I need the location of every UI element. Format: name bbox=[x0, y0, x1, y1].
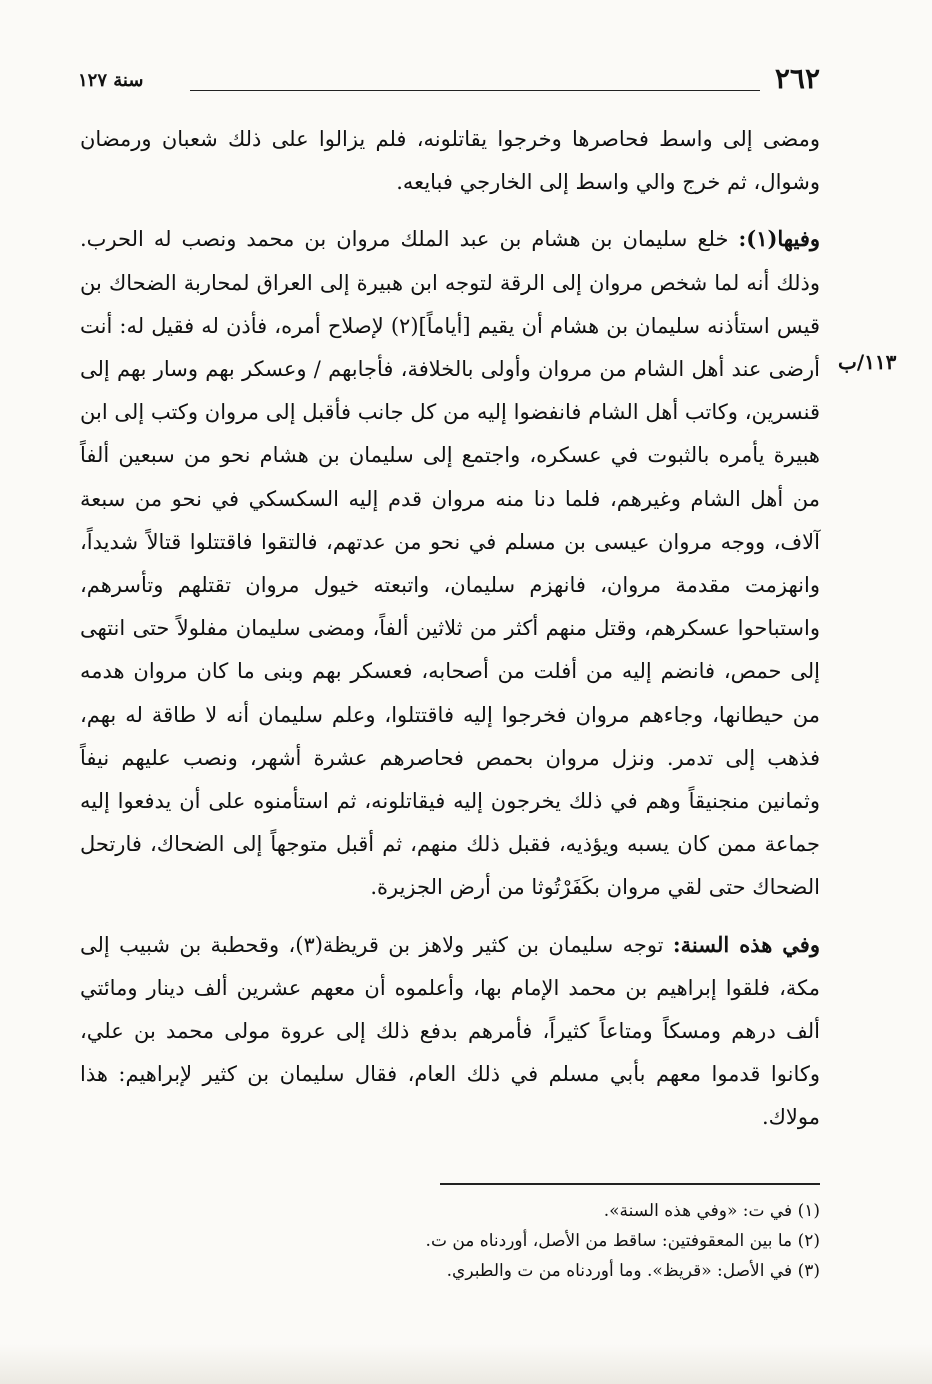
paragraph bbox=[80, 923, 820, 1140]
footnote-rule bbox=[440, 1183, 820, 1185]
paragraph-lead: وفيها(١): bbox=[738, 226, 820, 252]
manuscript-folio-note: ١١٣/ب bbox=[838, 350, 897, 374]
main-text bbox=[80, 118, 820, 1153]
paragraph-text: توجه سليمان بن كثير ولاهز بن قريظة(٣)، وقحطبة بن شبيب إلى مكة، فلقوا إبراهيم بن محمد الإمام بها، وأعلموه أن معهم عشرين ألف دينار ومائتي ألف درهم ومسكاً ومتاعاً كثيراً، فأمرهم بدفع ذلك إلى عروة مولى محمد بن علي، وكانوا قدموا معهم بأبي مسلم في ذلك العام، فقال سليمان بن كثير لإبراهيم: هذا مولاك. bbox=[80, 932, 820, 1130]
paragraph-text: ومضى إلى واسط فحاصرها وخرجوا يقاتلونه، فلم يزالوا على ذلك شعبان ورمضان وشوال، ثم خرج والي واسط إلى الخارجي فبايعه. bbox=[80, 127, 820, 195]
page-number: ٢٦٢ bbox=[774, 62, 820, 95]
paragraph bbox=[80, 118, 820, 204]
paragraph-text: خلع سليمان بن هشام بن عبد الملك مروان بن محمد ونصب له الحرب. وذلك أنه لما شخص مروان إلى الرقة لتوجه ابن هبيرة إلى العراق لمحاربة الضحاك بن قيس استأذنه سليمان بن هشام أن يقيم [أياماً](٢) لإصلاح أمره، فأذن له فقيل له: أنت أرضى عند أهل الشام من مروان وأولى بالخلافة، فأجابهم / وعسكر بهم وسار بهم إلى قنسرين، وكاتب أهل الشام فانفضوا إليه من كل جانب فأقبل إلى مروان وكتب إلى ابن هبيرة يأمره بالثبوت في عسكره، واجتمع إلى سليمان بن هشام نحو من سبعين ألفاً من أهل الشام وغيرهم، فلما دنا منه مروان قدم إليه السكسكي في نحو من سبعة آلاف، ووجه مروان عيسى بن مسلم في نحو من عدتهم، فالتقوا فاقتتلوا قتالاً شديداً، وانهزمت مقدمة مروان، فانهزم سليمان، واتبعته خيول مروان تقتلهم وتأسرهم، واستباحوا عسكرهم، وقتل منهم أكثر من ثلاثين ألفاً، ومضى سليمان مفلولاً حتى انتهى إلى حمص، فانضم إليه من أفلت من أصحابه، فعسكر بهم وبنى ما كان مروان هدمه من حيطانها، وجاءهم مروان فخرجوا إليه فاقتتلوا، وعلم سليمان أنه لا طاقة له بهم، فذهب إلى تدمر. ونزل مروان بحمص فحاصرهم عشرة أشهر، ونصب عليهم نيفاً وثمانين منجنيقاً وهم في ذلك يخرجون إليه فيقاتلونه، ثم استأمنوه على أن يدفعوا إليه جماعة ممن كان يسبه ويؤذيه، فقبل ذلك منهم، ثم أقبل متوجهاً إلى الضحاك، فارتحل الضحاك حتى لقي مروان بكَفَرْتُوثا من أرض الجزيرة. bbox=[80, 227, 820, 900]
footnote: (١) في ت: «وفي هذه السنة». bbox=[603, 1201, 820, 1221]
footnote: (٢) ما بين المعقوفتين: ساقط من الأصل، أوردناه من ت. bbox=[425, 1231, 820, 1251]
footnotes bbox=[80, 1196, 820, 1286]
paragraph bbox=[80, 217, 820, 909]
paragraph-lead: وفي هذه السنة: bbox=[672, 931, 820, 957]
page-edge-shadow bbox=[0, 1344, 932, 1384]
page-header bbox=[78, 62, 820, 102]
year-label: سنة ١٢٧ bbox=[78, 70, 144, 91]
footnote: (٣) في الأصل: «قريظ». وما أوردناه من ت والطبري. bbox=[446, 1261, 820, 1281]
header-rule bbox=[190, 90, 760, 91]
